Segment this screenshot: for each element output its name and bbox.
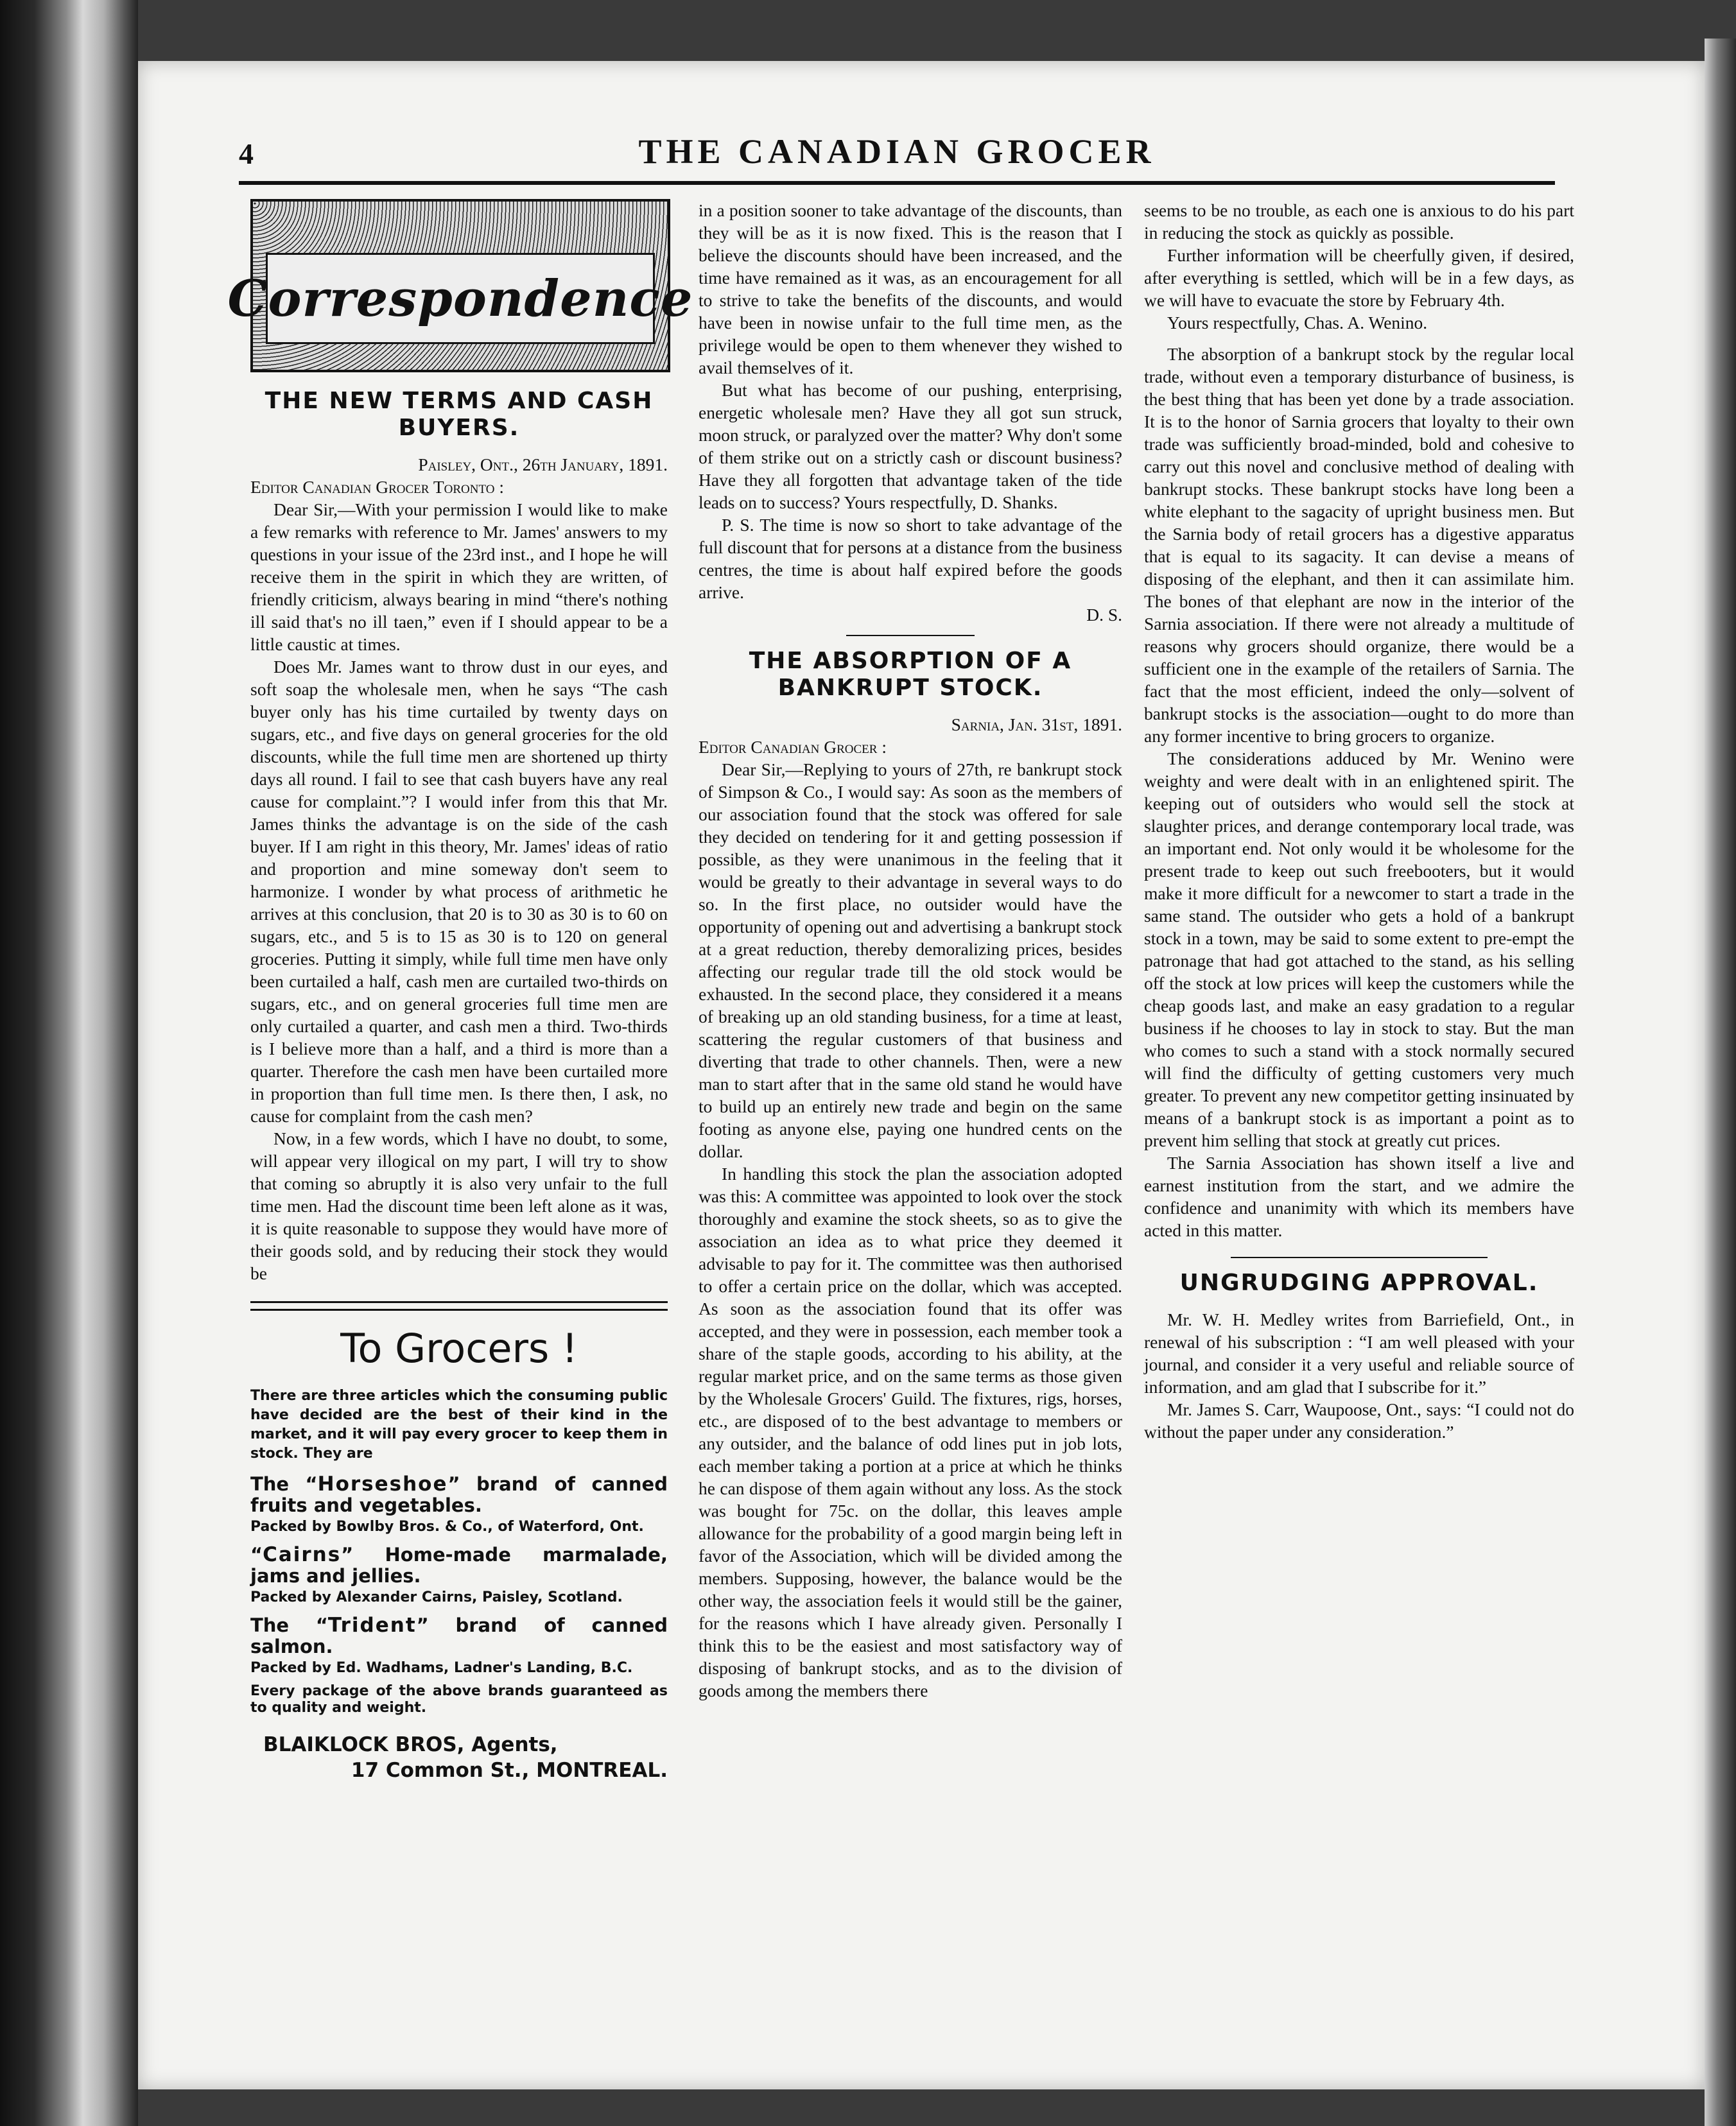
addressee: Editor Canadian Grocer Toronto : (250, 477, 504, 497)
paragraph: In handling this stock the plan the association adopted was this: A committee was appointed to look over the stock thoroughly and examine the stock sheets, so as to give the association an idea as to what price they deemed it advisable to pay for it. The committee was then authorised to offer a certain price on the dollar, which was accepted. As soon as the association found that its offer was accepted, and they were in possession, each member took a share of the staple goods, according to his ability, at the regular market price, and on the same terms as those given by the Wholesale Grocers' Guild. The fixtures, rigs, horses, etc., are disposed of to the best advantage to members or any outsider, and the balance of odd lines put in job lots, each member taking a portion at a price at which he thinks he can dispose of them again without any loss. As the stock was bought for 75c. on the dollar, this leaves ample allowance for the probability of a good margin being left in favor of the Association, which will be divided among the members. Supposing, however, the balance would be the other way, the association feels it would still be the gainer, for the reasons which I have already given. Personally I think this to be the easiest and most satisfactory way of disposing of bankrupt stocks, and as to the division of goods among the members there (699, 1164, 1122, 1700)
book-binding (0, 0, 138, 2126)
paragraph: But what has become of our pushing, enterprising, energetic wholesale men? Have they all got sun struck, moon struck, or paralyzed over the matter? Why don't some of them strike out on a strictly cash or discount business? Have they all forgotten that advantage taken of the tide leads on to success? Yours respectfully, D. Shanks. (699, 380, 1122, 512)
advert-title: To Grocers ! (340, 1325, 578, 1372)
advert-address: 17 Common St., MONTREAL. (351, 1759, 668, 1782)
dateline: Paisley, Ont., 26th January, 1891. (418, 454, 668, 474)
brand-name: Cairns (263, 1543, 342, 1566)
divider (846, 635, 975, 636)
advert-intro: There are three articles which the consuming public have decided are the best of their kind in the market, and it will pay every grocer to keep them in stock. They are (250, 1388, 668, 1462)
paragraph: The considerations adduced by Mr. Wenino were weighty and were dealt with in an enlightened spirit. The keeping out of outsiders who would sell the stock at slaughter prices, and derange contemporary local trade, was an important end. Not only would it be wholesome for the present trade to keep out such freebooters, but it would make it more difficult for a newcomer to start a trade in the same stand. The outsider who gets a hold of a bankrupt stock in a town, may be said to some extent to pre-empt the patronage that had got attached to the stand, as his selling off the stock at low prices will keep the customers while the cheap goods last, and make an easy gradation to a regular business if he chooses to lay in stock to stay. But the man who comes to such a stand with a stock normally secured will find the difficulty of getting customers very much greater. To prevent any new competitor getting insinuated by means of a bankrupt stock is as important a point as to prevent him selling that stock at greatly cut prices. (1144, 748, 1574, 1150)
article-title: UNGRUDGING APPROVAL. (1179, 1270, 1539, 1296)
paragraph: Mr. James S. Carr, Waupoose, Ont., says: “I could not do without the paper under any consideration.” (1144, 1399, 1574, 1442)
advert-brand-line: The “Trident” brand of canned salmon. (250, 1614, 668, 1657)
signature: Yours respectfully, Chas. A. Wenino. (1167, 313, 1428, 333)
paragraph: Dear Sir,—With your permission I would like to make a few remarks with reference to Mr. James' answers to my questions in your issue of the 23rd inst., and I hope he will receive them in the spirit in which they are written, of friendly criticism, always bearing in mind “there's nothing ill said that's no ill taen,” even if I should appear to be a little caustic at times. (250, 499, 668, 654)
paragraph: The absorption of a bankrupt stock by the regular local trade, without even a temporary disturbance of business, is the best thing that has been yet done by a trade association. It is to the honor of Sarnia grocers that loyalty to their own trade was sufficiently broad-minded, bold and cohesive to carry out this novel and conclusive method of dealing with bankrupt stocks. These bankrupt stocks have long been a white elephant to the sagacity of upright business men. But the Sarnia body of retail grocers has a digestive apparatus that is equal to its sagacity. It can devise a means of disposing of the elephant, and then it can assimilate him. The bones of that elephant are now in the interior of the Sarnia association. If there were not already a multitude of reasons why grocers should organize, there would be a sufficient one in the example of the retailers of Sarnia. The fact that the most efficient, indeed the only—solvent of bankrupt stocks is the association—ought to do more than any former incentive to bring grocers to organize. (1144, 344, 1574, 746)
column-1 (227, 199, 693, 1783)
article-title: THE NEW TERMS AND CASH BUYERS. (265, 388, 654, 441)
page-edge (1705, 39, 1736, 2126)
advert-packer: Packed by Alexander Cairns, Paisley, Scotland. (250, 1589, 623, 1605)
advert-packer: Packed by Bowlby Bros. & Co., of Waterford, Ont. (250, 1519, 644, 1535)
addressee: Editor Canadian Grocer : (699, 737, 887, 757)
advert-agents: BLAIKLOCK BROS, Agents, (263, 1733, 558, 1756)
dateline: Sarnia, Jan. 31st, 1891. (951, 714, 1122, 734)
advert-guarantee: Every package of the above brands guaranteed as to quality and weight. (250, 1683, 668, 1716)
paragraph: Now, in a few words, which I have no doubt, to some, will appear very illogical on my part, I will try to show that coming so abruptly it is also very unfair to the full time men. Had the discount time been left alone as it was, it is quite reasonable to suppose they would have more of their goods sold, and by reducing their stock they would be (250, 1128, 668, 1283)
divider (1231, 1257, 1488, 1258)
banner-plate (227, 253, 693, 344)
advert-brand-line: The “Horseshoe” brand of canned fruits and vegetables. (250, 1473, 668, 1516)
paragraph: Dear Sir,—Replying to yours of 27th, re bankrupt stock of Simpson & Co., I would say: As soon as the members of our association found that the stock was offered for sale they decided on tendering for it and getting possession if possible, as they were unanimous in the feeling that it would be greatly to their advantage in several ways to do so. In the first place, no outsider would have the opportunity of opening out and advertising a bankrupt stock at a great reduction, thereby demoralizing prices, besides affecting our regular trade till the old stock would be exhausted. In the second place, they considered it a means of breaking up an old standing business, for a time at least, scattering the regular customers of that business and diverting that trade to other channels. Then, were a new man to start after that in the same old stand he would have to build up an entirely new trade and begin on the same footing as anyone else, paying one hundred cents on the dollar. (699, 759, 1122, 1161)
column-3 (1144, 199, 1574, 1443)
paragraph: Mr. W. H. Medley writes from Barriefield, Ont., in renewal of his subscription : “I am well pleased with your journal, and consider it a very useful and reliable source of information, and am glad that I subscribe for it.” (1144, 1309, 1574, 1397)
page-header (239, 132, 1555, 177)
page-number: 4 (239, 137, 254, 170)
banner-label: Correspondence (227, 269, 693, 328)
header-rule (239, 181, 1555, 185)
column-2 (699, 199, 1122, 1702)
correspondence-banner (227, 199, 693, 372)
brand-name: Trident (327, 1614, 417, 1637)
signature: D. S. (1086, 605, 1122, 625)
paragraph: Does Mr. James want to throw dust in our eyes, and soft soap the wholesale men, when he says “The cash buyer only has his time curtailed by twenty days on sugars, etc., and five days on general groceries for the old discounts, while the full time men are shortened up thirty days all round. I fail to see that cash buyers have any real cause for complaint.”? I would infer from this that Mr. James thinks the advantage is on the side of the cash buyer. If I am right in this theory, Mr. James' ideas of ratio and proportion and mine someway don't seem to harmonize. I wonder by what process of arithmetic he arrives at this conclusion, that 20 is to 30 as 30 is to 60 on sugars, etc., and 5 is to 15 as 30 is to 120 on general groceries. Putting it simply, while full time men have only been curtailed a half, cash men are curtailed two-thirds on sugars, etc., and on general groceries full time men are only curtailed a quarter, and cash men a third. Two-thirds is I believe more than a half, and a third is more than a quarter. Therefore the cash men have been curtailed more in proportion than full time men. Is there then, I ask, no cause for complaint from the cash men? (250, 657, 668, 1126)
paragraph: in a position sooner to take advantage of the discounts, than they will be as it is now fixed. This is the reason that I believe the discounts should have been increased, and the time have remained as it was, as an encouragement for all to strive to take the benefits of the discounts, and would have been in nowise unfair to the full time men, as the privilege would be open to them whenever they wished to avail themselves of it. (699, 200, 1122, 377)
masthead-title: THE CANADIAN GROCER (638, 132, 1156, 171)
paragraph: The Sarnia Association has shown itself a live and earnest institution from the start, and we admire the confidence and unanimity with which its members have acted in this matter. (1144, 1153, 1574, 1240)
advert-packer: Packed by Ed. Wadhams, Ladner's Landing, B.C. (250, 1660, 633, 1676)
brand-name: Horseshoe (317, 1473, 448, 1496)
advert-rule (250, 1301, 668, 1311)
paragraph: seems to be no trouble, as each one is anxious to do his part in reducing the stock as quickly as possible. (1144, 200, 1574, 243)
advert-brand-line: “Cairns” Home-made marmalade, jams and jellies. (250, 1543, 668, 1587)
article-title: THE ABSORPTION OF A BANKRUPT STOCK. (749, 648, 1072, 701)
paragraph: Further information will be cheerfully given, if desired, after everything is settled, which will be in a few days, as we will have to evacuate the store by February 4th. (1144, 245, 1574, 310)
paragraph: P. S. The time is now so short to take advantage of the full discount that for persons at a distance from the business centres, the time is about half expired before the goods arrive. (699, 515, 1122, 602)
